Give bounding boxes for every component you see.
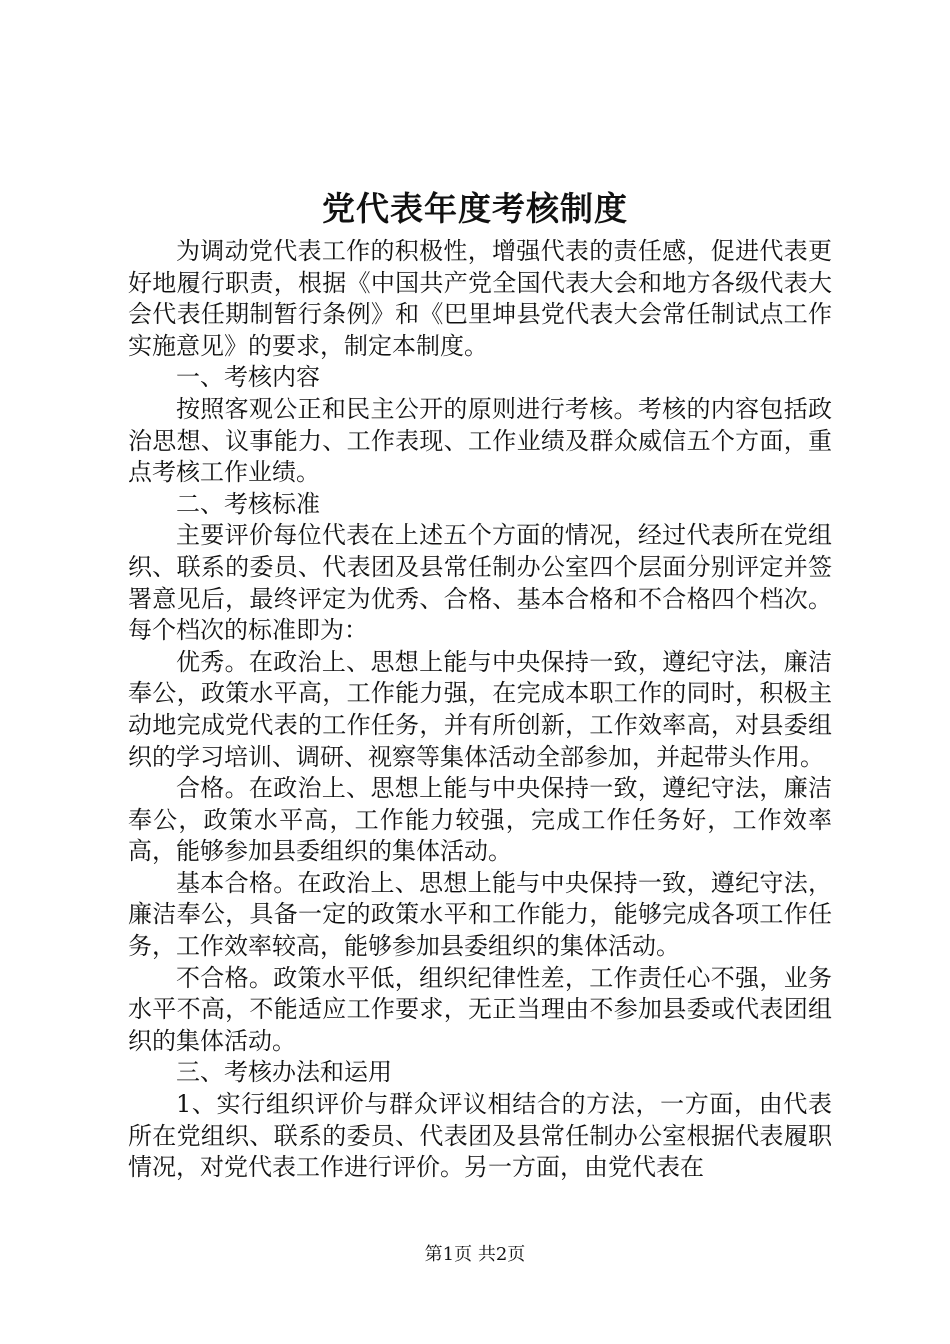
section-heading-standard: 二、考核标准 [176, 489, 320, 518]
method-paragraph: 1、实行组织评价与群众评议相结合的方法，一方面，由代表所在党组织、联系的委员、代表团及县常任制办公室根据代表履职情况，对党代表工作进行评价。另一方面，由党代表在 [128, 1090, 832, 1182]
excellent-paragraph: 优秀。在政治上、思想上能与中央保持一致，遵纪守法，廉洁奉公，政策水平高，工作能力强，在完成本职工作的同时，积极主动地完成党代表的工作任务，并有所创新，工作效率高，对县委组织的学习培训、调研、视察等集体活动全部参加，并起带头作用。 [128, 647, 832, 771]
standard-paragraph: 主要评价每位代表在上述五个方面的情况，经过代表所在党组织、联系的委员、代表团及县常任制办公室四个层面分别评定并签署意见后，最终评定为优秀、合格、基本合格和不合格四个档次。每个档次的标准即为： [128, 521, 832, 645]
section-heading-content: 一、考核内容 [176, 363, 320, 392]
content-paragraph: 按照客观公正和民主公开的原则进行考核。考核的内容包括政治思想、议事能力、工作表现、工作业绩及群众威信五个方面，重点考核工作业绩。 [128, 394, 832, 487]
document-body [128, 236, 832, 1184]
document-title: 党代表年度考核制度 [322, 189, 628, 228]
qualified-paragraph: 合格。在政治上、思想上能与中央保持一致，遵纪守法，廉洁奉公，政策水平高，工作能力较强，完成工作任务好，工作效率高，能够参加县委组织的集体活动。 [128, 774, 832, 866]
basic-qualified-paragraph: 基本合格。在政治上、思想上能与中央保持一致，遵纪守法，廉洁奉公，具备一定的政策水平和工作能力，能够完成各项工作任务，工作效率较高，能够参加县委组织的集体活动。 [128, 868, 832, 961]
section-heading-method: 三、考核办法和运用 [176, 1058, 392, 1087]
unqualified-paragraph: 不合格。政策水平低，组织纪律性差，工作责任心不强，业务水平不高，不能适应工作要求，无正当理由不参加县委或代表团组织的集体活动。 [128, 963, 832, 1055]
page-footer: 第1页 共2页 [424, 1244, 526, 1265]
intro-paragraph: 为调动党代表工作的积极性，增强代表的责任感，促进代表更好地履行职责，根据《中国共产党全国代表大会和地方各级代表大会代表任期制暂行条例》和《巴里坤县党代表大会常任制试点工作实施意见》的要求，制定本制度。 [128, 237, 832, 360]
